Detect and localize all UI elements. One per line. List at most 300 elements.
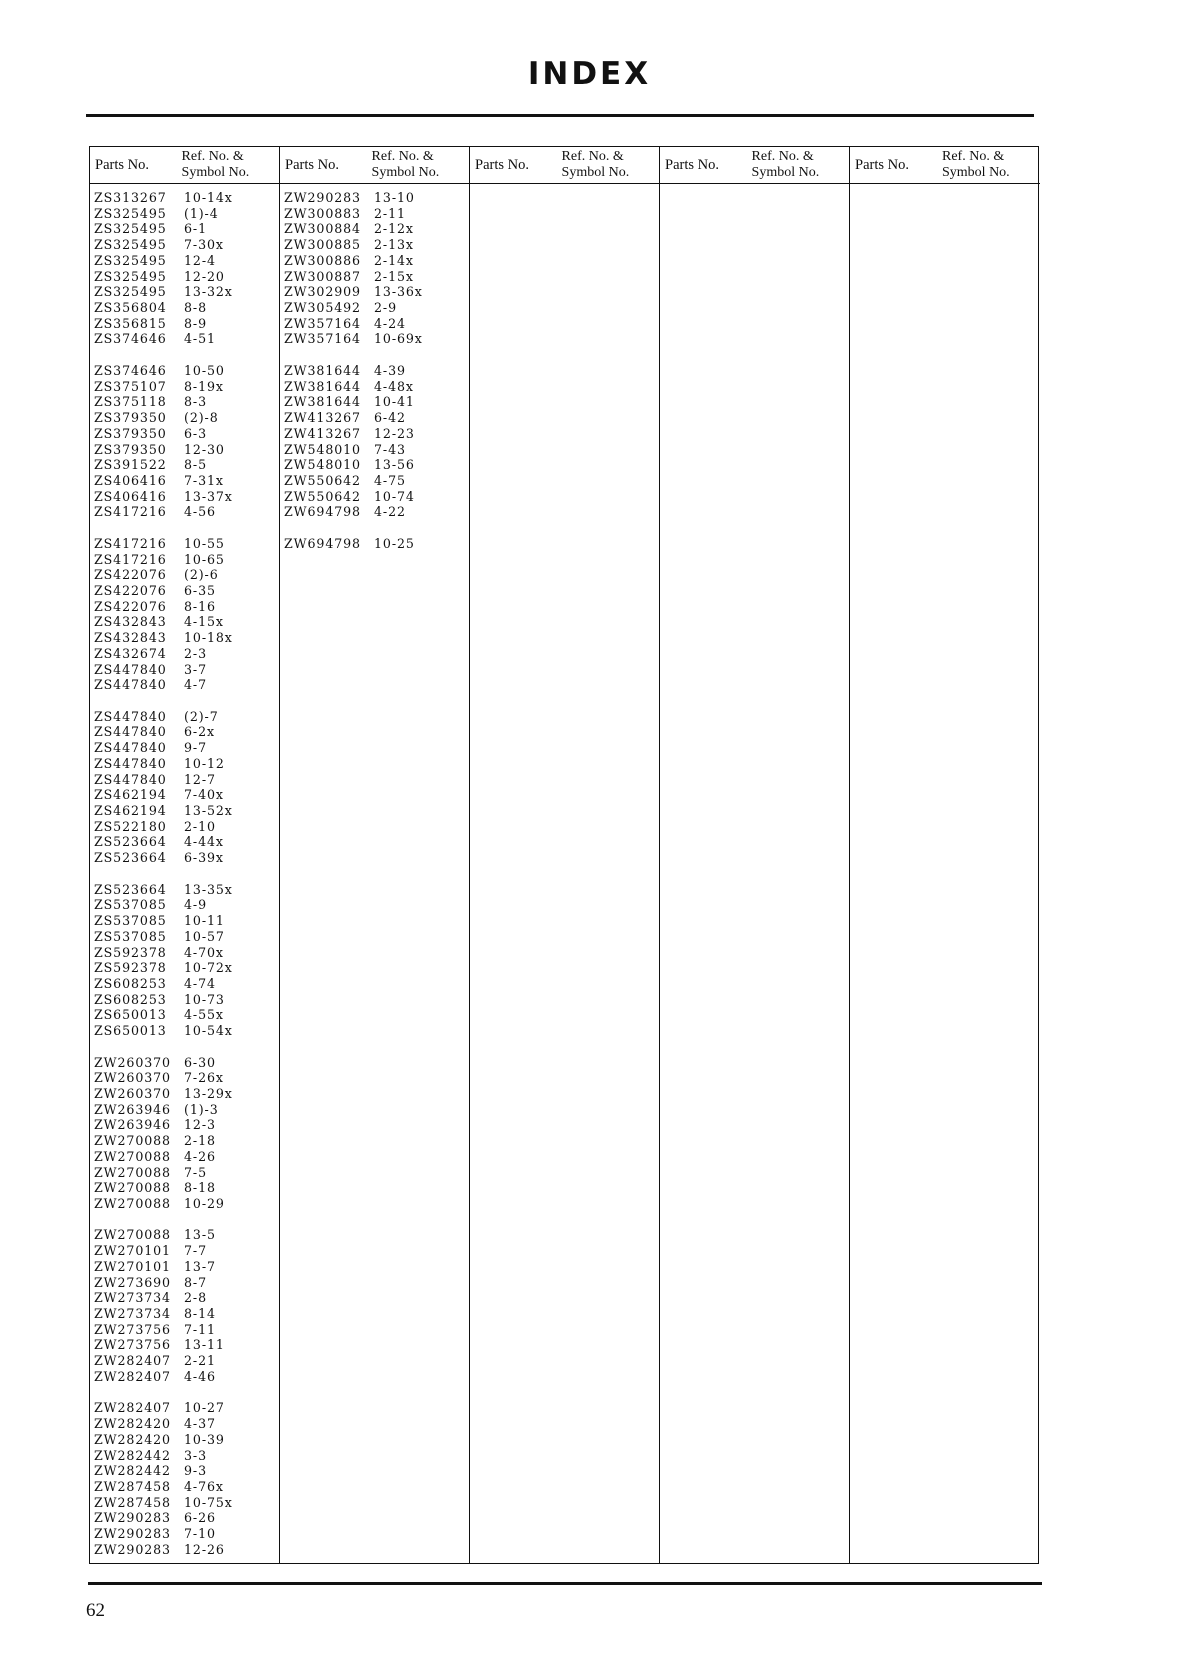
index-row	[90, 1117, 279, 1133]
ref-symbol-number: 6-39x	[184, 850, 224, 866]
index-row	[90, 316, 279, 332]
ref-symbol-number: 6-3	[184, 425, 207, 441]
ref-symbol-number: 8-19x	[184, 378, 224, 394]
parts-number: ZS608253	[94, 991, 167, 1007]
parts-number: ZW550642	[284, 488, 361, 504]
ref-symbol-number: 8-5	[184, 457, 207, 473]
parts-number: ZS325495	[94, 252, 167, 268]
parts-number: ZS325495	[94, 284, 167, 300]
ref-symbol-number: 13-11	[184, 1337, 225, 1353]
index-row	[90, 1180, 279, 1196]
parts-number: ZW273756	[94, 1337, 171, 1353]
ref-symbol-number: 4-26	[184, 1148, 216, 1164]
parts-number: ZS537085	[94, 928, 167, 944]
ref-symbol-number: 13-52x	[184, 803, 233, 819]
index-row	[90, 787, 279, 803]
ref-header-line2: Symbol No.	[561, 165, 630, 180]
index-row	[90, 1149, 279, 1165]
index-row	[90, 1353, 279, 1369]
parts-number: ZS650013	[94, 1007, 167, 1023]
parts-number: ZW302909	[284, 284, 361, 300]
column-header	[850, 147, 1040, 184]
parts-number: ZS523664	[94, 881, 167, 897]
ref-symbol-number: (1)-3	[184, 1101, 219, 1117]
parts-number: ZS325495	[94, 237, 167, 253]
index-row	[280, 426, 469, 442]
index-row	[280, 489, 469, 505]
parts-number: ZS406416	[94, 488, 167, 504]
index-row	[90, 1526, 279, 1542]
index-row	[90, 677, 279, 693]
block-spacer	[280, 347, 469, 363]
column-rows	[850, 184, 1040, 190]
parts-number: ZW357164	[284, 331, 361, 347]
index-row	[90, 1432, 279, 1448]
index-row	[90, 724, 279, 740]
ref-symbol-number: 13-37x	[184, 488, 233, 504]
index-row	[90, 1102, 279, 1118]
block-spacer	[90, 866, 279, 882]
column-rows	[280, 184, 469, 552]
index-row	[90, 1243, 279, 1259]
ref-symbol-number: 7-31x	[184, 472, 224, 488]
index-row	[90, 960, 279, 976]
ref-symbol-number: 10-57	[184, 928, 225, 944]
index-row	[90, 1448, 279, 1464]
ref-symbol-number: 4-56	[184, 504, 216, 520]
index-row	[90, 363, 279, 379]
parts-number: ZW381644	[284, 362, 361, 378]
index-row	[280, 457, 469, 473]
index-table	[89, 146, 1039, 1564]
column-header	[280, 147, 469, 184]
ref-symbol-number: 10-39	[184, 1431, 225, 1447]
index-row	[90, 284, 279, 300]
ref-symbol-number: 2-21	[184, 1353, 216, 1369]
ref-symbol-number: 12-26	[184, 1541, 225, 1557]
ref-symbol-number: 10-72x	[184, 960, 233, 976]
parts-number: ZS313267	[94, 190, 167, 205]
index-row	[90, 1070, 279, 1086]
ref-symbol-number: 13-35x	[184, 881, 233, 897]
ref-symbol-number: 4-37	[184, 1416, 216, 1432]
index-row	[90, 1542, 279, 1558]
parts-number: ZW290283	[94, 1541, 171, 1557]
parts-number: ZS422076	[94, 582, 167, 598]
parts-number: ZW287458	[94, 1478, 171, 1494]
index-row	[280, 363, 469, 379]
ref-symbol-number: 10-29	[184, 1196, 225, 1211]
parts-number: ZS447840	[94, 755, 167, 771]
ref-symbol-number: 4-70x	[184, 944, 224, 960]
index-row	[90, 772, 279, 788]
parts-number: ZW290283	[94, 1510, 171, 1526]
parts-number: ZS523664	[94, 834, 167, 850]
index-row	[90, 929, 279, 945]
ref-symbol-number: 3-7	[184, 661, 207, 677]
ref-symbol-number: 2-8	[184, 1290, 207, 1306]
index-row	[90, 567, 279, 583]
parts-number: ZS379350	[94, 410, 167, 426]
ref-symbol-number: 2-13x	[374, 237, 414, 253]
index-row	[90, 1055, 279, 1071]
ref-symbol-number: (1)-4	[184, 205, 219, 221]
ref-symbol-number: 4-46	[184, 1368, 216, 1384]
parts-number: ZW270088	[94, 1196, 171, 1211]
index-row	[90, 426, 279, 442]
index-row	[280, 284, 469, 300]
parts-number: ZW548010	[284, 441, 361, 457]
parts-no-header: Parts No.	[475, 156, 529, 173]
index-row	[280, 221, 469, 237]
ref-symbol-number: 4-48x	[374, 378, 414, 394]
index-row	[90, 1259, 279, 1275]
parts-number: ZS379350	[94, 441, 167, 457]
ref-symbol-number: 4-24	[374, 315, 406, 331]
parts-number: ZW305492	[284, 300, 361, 316]
parts-number: ZS608253	[94, 975, 167, 991]
parts-number: ZW282407	[94, 1353, 171, 1369]
ref-symbol-number: 10-50	[184, 362, 225, 378]
ref-symbol-header	[562, 149, 659, 181]
ref-symbol-number: 12-7	[184, 771, 216, 787]
ref-symbol-number: 7-43	[374, 441, 406, 457]
index-row	[90, 756, 279, 772]
block-spacer	[90, 1385, 279, 1401]
index-row	[280, 190, 469, 206]
parts-number: ZW270088	[94, 1180, 171, 1196]
index-row	[90, 504, 279, 520]
index-row	[90, 1165, 279, 1181]
ref-symbol-number: 2-14x	[374, 252, 414, 268]
index-row	[90, 1196, 279, 1212]
column-group-2	[280, 147, 470, 1563]
parts-number: ZS522180	[94, 818, 167, 834]
ref-symbol-number: 2-3	[184, 645, 207, 661]
ref-symbol-number: 9-7	[184, 740, 207, 756]
ref-symbol-number: 4-55x	[184, 1007, 224, 1023]
ref-symbol-number: 2-9	[374, 300, 397, 316]
parts-number: ZW300885	[284, 237, 361, 253]
column-group-4	[660, 147, 850, 1563]
index-row	[90, 379, 279, 395]
block-spacer	[280, 520, 469, 536]
parts-number: ZW282420	[94, 1431, 171, 1447]
index-row	[90, 1023, 279, 1039]
index-row	[90, 489, 279, 505]
column-header	[470, 147, 659, 184]
ref-symbol-number: 12-3	[184, 1117, 216, 1133]
parts-no-header: Parts No.	[285, 156, 339, 173]
parts-number: ZS537085	[94, 913, 167, 929]
ref-symbol-number: 10-55	[184, 535, 225, 551]
parts-number: ZS356815	[94, 315, 167, 331]
ref-symbol-number: 8-16	[184, 598, 216, 614]
index-row	[90, 992, 279, 1008]
index-row	[90, 630, 279, 646]
ref-symbol-number: 8-7	[184, 1274, 207, 1290]
ref-symbol-number: 6-2x	[184, 724, 215, 740]
ref-symbol-number: 8-9	[184, 315, 207, 331]
parts-number: ZW282407	[94, 1368, 171, 1384]
ref-symbol-number: 4-44x	[184, 834, 224, 850]
ref-symbol-number: 2-15x	[374, 268, 414, 284]
ref-symbol-number: 10-65	[184, 551, 225, 567]
ref-symbol-number: 8-8	[184, 300, 207, 316]
ref-symbol-number: 10-25	[374, 535, 415, 551]
parts-number: ZW282442	[94, 1447, 171, 1463]
block-spacer	[90, 1039, 279, 1055]
index-row	[90, 897, 279, 913]
parts-number: ZS592378	[94, 960, 167, 976]
index-row	[90, 599, 279, 615]
ref-symbol-number: 8-3	[184, 394, 207, 410]
index-row	[90, 221, 279, 237]
parts-number: ZW260370	[94, 1070, 171, 1086]
parts-number: ZW273734	[94, 1306, 171, 1322]
ref-symbol-number: 13-10	[374, 190, 415, 205]
index-row	[90, 394, 279, 410]
ref-symbol-number: (2)-8	[184, 410, 219, 426]
index-row	[90, 1007, 279, 1023]
parts-number: ZS432674	[94, 645, 167, 661]
parts-number: ZS592378	[94, 944, 167, 960]
ref-symbol-number: 10-41	[374, 394, 415, 410]
index-row	[90, 803, 279, 819]
parts-number: ZS447840	[94, 708, 167, 724]
bottom-divider	[88, 1582, 1042, 1585]
index-row	[90, 1275, 279, 1291]
ref-symbol-header	[372, 149, 469, 181]
ref-symbol-header	[182, 149, 279, 181]
ref-header-line2: Symbol No.	[181, 165, 250, 180]
parts-number: ZW263946	[94, 1117, 171, 1133]
parts-number: ZW273756	[94, 1321, 171, 1337]
index-row	[90, 473, 279, 489]
parts-number: ZW263946	[94, 1101, 171, 1117]
block-spacer	[90, 520, 279, 536]
index-row	[90, 1306, 279, 1322]
index-row	[280, 316, 469, 332]
parts-number: ZS417216	[94, 535, 167, 551]
parts-number: ZW300884	[284, 221, 361, 237]
parts-number: ZS447840	[94, 771, 167, 787]
ref-symbol-number: 10-74	[374, 488, 415, 504]
parts-number: ZS422076	[94, 598, 167, 614]
index-row	[280, 331, 469, 347]
parts-number: ZS462194	[94, 787, 167, 803]
parts-number: ZS523664	[94, 850, 167, 866]
ref-symbol-number: 4-7	[184, 677, 207, 693]
column-group-3	[470, 147, 660, 1563]
ref-header-line2: Symbol No.	[751, 165, 820, 180]
parts-number: ZW270101	[94, 1243, 171, 1259]
ref-header-line1: Ref. No. &	[561, 149, 624, 164]
index-row	[90, 190, 279, 206]
parts-number: ZS537085	[94, 897, 167, 913]
ref-symbol-number: 12-4	[184, 252, 216, 268]
ref-symbol-number: 10-18x	[184, 630, 233, 646]
ref-symbol-number: 7-5	[184, 1164, 207, 1180]
index-row	[90, 882, 279, 898]
index-row	[280, 300, 469, 316]
parts-number: ZW357164	[284, 315, 361, 331]
index-row	[90, 300, 279, 316]
index-row	[90, 552, 279, 568]
index-row	[90, 1495, 279, 1511]
parts-no-header: Parts No.	[665, 156, 719, 173]
ref-symbol-number: 7-30x	[184, 237, 224, 253]
column-rows	[470, 184, 659, 190]
parts-number: ZS650013	[94, 1023, 167, 1039]
parts-number: ZW282442	[94, 1463, 171, 1479]
parts-number: ZW260370	[94, 1054, 171, 1070]
parts-number: ZS375107	[94, 378, 167, 394]
ref-symbol-number: 7-7	[184, 1243, 207, 1259]
parts-number: ZW413267	[284, 410, 361, 426]
ref-symbol-number: 7-26x	[184, 1070, 224, 1086]
index-row	[90, 819, 279, 835]
ref-symbol-number: 10-11	[184, 913, 225, 929]
parts-number: ZS374646	[94, 362, 167, 378]
index-row	[90, 1227, 279, 1243]
ref-symbol-number: 6-1	[184, 221, 207, 237]
parts-number: ZS422076	[94, 567, 167, 583]
ref-header-line2: Symbol No.	[942, 165, 1010, 180]
index-row	[280, 379, 469, 395]
ref-symbol-number: 9-3	[184, 1463, 207, 1479]
ref-symbol-number: 12-30	[184, 441, 225, 457]
parts-number: ZS325495	[94, 221, 167, 237]
ref-header-line1: Ref. No. &	[751, 149, 814, 164]
parts-number: ZW282420	[94, 1416, 171, 1432]
index-row	[90, 976, 279, 992]
ref-symbol-number: 10-12	[184, 755, 225, 771]
ref-symbol-number: 6-26	[184, 1510, 216, 1526]
index-row	[280, 206, 469, 222]
ref-symbol-number: 12-20	[184, 268, 225, 284]
ref-symbol-number: 7-40x	[184, 787, 224, 803]
index-row	[90, 1510, 279, 1526]
index-row	[90, 646, 279, 662]
ref-symbol-number: 10-75x	[184, 1494, 233, 1510]
ref-symbol-number: 13-32x	[184, 284, 233, 300]
parts-number: ZW282407	[94, 1400, 171, 1416]
ref-symbol-number: (2)-6	[184, 567, 219, 583]
index-row	[280, 237, 469, 253]
index-row	[90, 410, 279, 426]
parts-number: ZW413267	[284, 425, 361, 441]
parts-number: ZW550642	[284, 472, 361, 488]
parts-number: ZS447840	[94, 740, 167, 756]
ref-symbol-number: 12-23	[374, 425, 415, 441]
parts-number: ZS417216	[94, 551, 167, 567]
parts-number: ZW290283	[94, 1526, 171, 1542]
ref-symbol-number: 6-35	[184, 582, 216, 598]
parts-number: ZS447840	[94, 724, 167, 740]
index-row	[90, 850, 279, 866]
ref-symbol-number: 10-27	[184, 1400, 225, 1416]
ref-symbol-number: 4-22	[374, 504, 406, 520]
index-row	[90, 1463, 279, 1479]
index-row	[90, 331, 279, 347]
column-header	[90, 147, 279, 184]
parts-number: ZW270088	[94, 1133, 171, 1149]
top-divider	[86, 114, 1034, 117]
ref-symbol-number: 4-9	[184, 897, 207, 913]
index-row	[280, 410, 469, 426]
parts-number: ZS375118	[94, 394, 167, 410]
index-row	[90, 1369, 279, 1385]
ref-symbol-number: 13-36x	[374, 284, 423, 300]
column-rows	[90, 184, 279, 1558]
column-rows	[660, 184, 849, 190]
index-row	[90, 269, 279, 285]
index-row	[90, 740, 279, 756]
ref-symbol-number: (2)-7	[184, 708, 219, 724]
ref-symbol-number: 7-11	[184, 1321, 216, 1337]
index-row	[90, 662, 279, 678]
ref-header-line2: Symbol No.	[371, 165, 440, 180]
parts-number: ZS391522	[94, 457, 167, 473]
parts-number: ZW290283	[284, 190, 361, 205]
parts-number: ZW300887	[284, 268, 361, 284]
parts-number: ZW273734	[94, 1290, 171, 1306]
page-number: 62	[86, 1600, 105, 1621]
column-group-1	[90, 147, 280, 1563]
parts-number: ZS379350	[94, 425, 167, 441]
parts-number: ZW270088	[94, 1227, 171, 1243]
parts-number: ZS417216	[94, 504, 167, 520]
index-row	[90, 1416, 279, 1432]
parts-number: ZS432843	[94, 614, 167, 630]
ref-symbol-number: 4-39	[374, 362, 406, 378]
parts-number: ZW270088	[94, 1148, 171, 1164]
parts-number: ZW287458	[94, 1494, 171, 1510]
column-header	[660, 147, 849, 184]
ref-symbol-number: 4-75	[374, 472, 406, 488]
parts-number: ZW300883	[284, 205, 361, 221]
block-spacer	[90, 1212, 279, 1228]
ref-header-line1: Ref. No. &	[181, 149, 244, 164]
ref-symbol-number: 13-7	[184, 1258, 216, 1274]
ref-symbol-number: 6-30	[184, 1054, 216, 1070]
index-row	[90, 457, 279, 473]
parts-number: ZW694798	[284, 535, 361, 551]
parts-number: ZW260370	[94, 1085, 171, 1101]
ref-symbol-number: 4-15x	[184, 614, 224, 630]
ref-symbol-number: 10-73	[184, 991, 225, 1007]
parts-number: ZS462194	[94, 803, 167, 819]
ref-symbol-number: 10-69x	[374, 331, 423, 347]
parts-number: ZW548010	[284, 457, 361, 473]
parts-number: ZS325495	[94, 268, 167, 284]
ref-symbol-number: 13-5	[184, 1227, 216, 1243]
ref-symbol-number: 4-51	[184, 331, 216, 347]
parts-number: ZW381644	[284, 378, 361, 394]
index-row	[90, 614, 279, 630]
ref-symbol-number: 10-54x	[184, 1023, 233, 1039]
ref-symbol-number: 8-14	[184, 1306, 216, 1322]
parts-number: ZW273690	[94, 1274, 171, 1290]
ref-symbol-number: 13-56	[374, 457, 415, 473]
index-row	[90, 1479, 279, 1495]
ref-header-line1: Ref. No. &	[942, 149, 1005, 164]
ref-symbol-number: 10-14x	[184, 190, 233, 205]
ref-symbol-number: 7-10	[184, 1526, 216, 1542]
column-group-5	[850, 147, 1040, 1563]
ref-symbol-number: 2-11	[374, 205, 406, 221]
